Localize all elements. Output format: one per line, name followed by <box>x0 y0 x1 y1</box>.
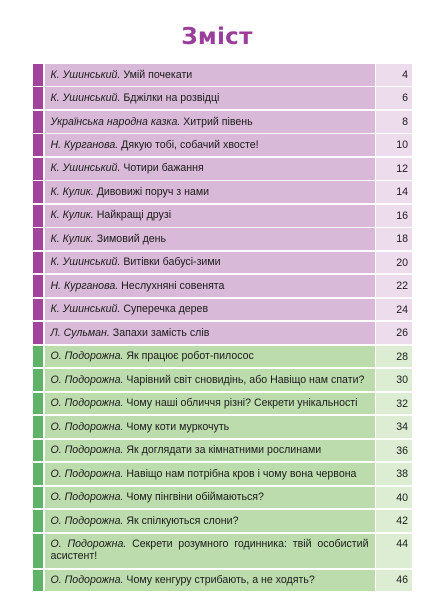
entry-page-number: 24 <box>376 299 412 321</box>
toc-row[interactable] <box>33 510 412 532</box>
section-marker <box>33 205 43 227</box>
toc-row[interactable] <box>33 111 412 133</box>
toc-row[interactable] <box>33 275 412 297</box>
entry-title: Зимовий день <box>96 232 167 245</box>
entry-page-number: 14 <box>376 181 412 203</box>
section-marker <box>33 570 43 592</box>
entry-author: К. Ушинський. <box>50 68 121 81</box>
entry-author: К. Кулик. <box>50 232 94 245</box>
toc-entry <box>45 534 375 568</box>
entry-author: К. Ушинський. <box>50 92 121 105</box>
toc-entry <box>45 510 375 532</box>
entry-author: О. Подорожна. <box>50 397 124 410</box>
entry-author: О. Подорожна. <box>50 467 124 480</box>
entry-title: Чому кенгуру стрибають, а не ходять? <box>126 574 315 587</box>
toc-row[interactable] <box>33 487 412 509</box>
entry-page-number: 44 <box>376 534 412 568</box>
toc-entry <box>45 346 375 368</box>
entry-title: Запахи замість слів <box>112 326 210 339</box>
entry-title: Чотири бажання <box>123 162 204 175</box>
entry-author: О. Подорожна. <box>50 350 124 363</box>
entry-title: Як працює робот-пилосос <box>126 350 254 363</box>
section-marker <box>33 87 43 109</box>
entry-page-number: 8 <box>376 111 412 133</box>
section-marker <box>33 463 43 485</box>
section-marker <box>33 322 43 344</box>
entry-page-number: 32 <box>376 393 412 415</box>
entry-page-number: 18 <box>376 228 412 250</box>
entry-author: Л. Сульман. <box>50 326 110 339</box>
entry-page-number: 42 <box>376 510 412 532</box>
entry-title: Бджілки на розвідці <box>123 92 220 105</box>
entry-title: Суперечка дерев <box>123 303 209 316</box>
toc-entry <box>45 111 375 133</box>
section-marker <box>33 111 43 133</box>
entry-page-number: 22 <box>376 275 412 297</box>
entry-title: Дякую тобі, собачий хвосте! <box>121 139 259 151</box>
toc-row[interactable] <box>33 228 412 250</box>
entry-author: О. Подорожна. <box>50 514 124 527</box>
entry-title: Чарівний світ сновидінь, або Навіщо нам спати? <box>126 373 365 386</box>
entry-author: О. Подорожна. <box>50 574 124 587</box>
section-marker <box>33 252 43 274</box>
entry-title: Чому коти муркочуть <box>126 420 230 433</box>
toc-entry <box>45 487 375 509</box>
entry-title: Як спілкуються слони? <box>126 514 239 527</box>
entry-page-number: 40 <box>376 487 412 509</box>
entry-author: К. Кулик. <box>50 185 94 198</box>
toc-entry <box>45 134 375 156</box>
toc-entry <box>45 369 375 391</box>
entry-title: Умій почекати <box>123 68 193 81</box>
entry-page-number: 34 <box>376 416 412 438</box>
toc-entry <box>45 64 375 86</box>
toc-entry <box>45 463 375 485</box>
toc-row[interactable] <box>33 181 412 203</box>
entry-page-number: 46 <box>376 570 412 592</box>
page-title: Зміст <box>181 24 253 50</box>
entry-author: К. Ушинський. <box>50 303 121 316</box>
entry-title: Найкращі друзі <box>96 209 172 222</box>
toc-row[interactable] <box>33 322 412 344</box>
toc-entry <box>45 205 375 227</box>
toc-row[interactable] <box>33 393 412 415</box>
toc-entry <box>45 299 375 321</box>
entry-author: О. Подорожна. <box>50 373 124 386</box>
entry-title: Чому пінгвіни обіймаються? <box>126 491 264 504</box>
section-marker <box>33 369 43 391</box>
entry-title: Витівки бабусі-зими <box>123 256 221 269</box>
entry-author: О. Подорожна. <box>50 491 124 504</box>
toc-entry <box>45 87 375 109</box>
entry-page-number: 6 <box>376 87 412 109</box>
section-marker <box>33 487 43 509</box>
entry-author: Українська народна казка. <box>50 115 181 128</box>
toc-row[interactable] <box>33 252 412 274</box>
toc-row[interactable] <box>33 416 412 438</box>
entry-page-number: 20 <box>376 252 412 274</box>
toc-row[interactable] <box>33 534 412 568</box>
section-marker <box>33 416 43 438</box>
entry-author: О. Подорожна. <box>50 420 124 433</box>
entry-title: Неслухняні совенята <box>121 279 225 292</box>
section-marker <box>33 64 43 86</box>
toc-row[interactable] <box>33 369 412 391</box>
entry-page-number: 36 <box>376 440 412 462</box>
entry-author: Н. Курганова. <box>50 139 119 151</box>
toc-entry <box>45 158 375 180</box>
section-marker <box>33 181 43 203</box>
toc-entry <box>45 181 375 203</box>
entry-page-number: 26 <box>376 322 412 344</box>
entry-title: Хитрий півень <box>183 115 253 128</box>
toc-row[interactable] <box>33 299 412 321</box>
toc-row[interactable] <box>33 205 412 227</box>
entry-author: О. Подорожна. <box>50 444 124 457</box>
section-marker <box>33 510 43 532</box>
entry-title: Як доглядати за кімнатними рослинами <box>126 444 322 457</box>
section-marker <box>33 275 43 297</box>
section-marker <box>33 158 43 180</box>
toc-entry <box>45 416 375 438</box>
section-marker <box>33 134 43 156</box>
entry-title: Дивовижі поруч з нами <box>96 185 210 198</box>
toc-row[interactable] <box>33 440 412 462</box>
entry-page-number: 28 <box>376 346 412 368</box>
toc-entry <box>45 393 375 415</box>
entry-page-number: 12 <box>376 158 412 180</box>
entry-page-number: 16 <box>376 205 412 227</box>
toc-entry <box>45 440 375 462</box>
entry-author: О. Подорожна. <box>50 537 127 550</box>
toc-row[interactable] <box>33 346 412 368</box>
toc-row[interactable] <box>33 64 412 86</box>
section-marker <box>33 299 43 321</box>
section-marker <box>33 228 43 250</box>
toc-row[interactable] <box>33 134 412 156</box>
toc-row[interactable] <box>33 87 412 109</box>
entry-title: Навіщо нам потрібна кров і чому вона червона <box>126 467 357 480</box>
entry-author: К. Ушинський. <box>50 162 121 175</box>
entry-page-number: 4 <box>376 64 412 86</box>
toc-row[interactable] <box>33 158 412 180</box>
entry-page-number: 30 <box>376 369 412 391</box>
section-marker <box>33 440 43 462</box>
toc-row[interactable] <box>33 463 412 485</box>
toc-entry <box>45 228 375 250</box>
entry-author: К. Кулик. <box>50 209 94 222</box>
entry-page-number: 38 <box>376 463 412 485</box>
section-marker <box>33 346 43 368</box>
toc-entry <box>45 322 375 344</box>
entry-page-number: 10 <box>376 134 412 156</box>
table-of-contents <box>33 64 412 593</box>
toc-entry <box>45 570 375 592</box>
entry-title: Чому наші обличчя різні? Секрети унікальності <box>126 397 358 410</box>
toc-entry <box>45 252 375 274</box>
toc-row[interactable] <box>33 570 412 592</box>
toc-entry <box>45 275 375 297</box>
entry-author: К. Ушинський. <box>50 256 121 269</box>
entry-title: Секрети розумного годинника: твій особистий асистент! <box>50 537 369 563</box>
section-marker <box>33 534 43 568</box>
section-marker <box>33 393 43 415</box>
entry-author: Н. Курганова. <box>50 279 119 292</box>
